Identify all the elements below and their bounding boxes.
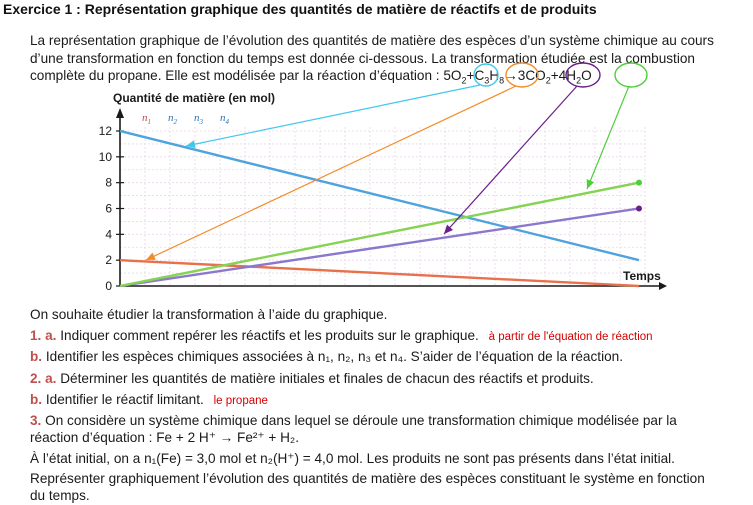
y-tick-label: 2	[105, 253, 112, 268]
coef-h2o: 4	[558, 68, 567, 83]
arrow-h2o	[587, 86, 629, 189]
circle-h2o	[615, 63, 647, 87]
species-c3h8: $C_3H_8$	[474, 68, 505, 86]
arrow-c3h8	[146, 86, 516, 260]
chart-legend	[142, 112, 230, 126]
arrow-co2	[444, 86, 577, 234]
plus-sign: +	[466, 68, 475, 83]
x-axis-arrow	[659, 282, 667, 290]
question-intro: On souhaite étudier la transformation à l’aide du graphique.	[30, 307, 388, 322]
y-tick-label: 0	[105, 279, 112, 293]
coef-o2: 5	[443, 68, 451, 83]
coef-co2: 3	[517, 68, 526, 83]
question-2a-text: Déterminer les quantités de matière initiales et finales de chacun des réactifs et produits.	[60, 371, 594, 386]
intro-line-3-text: complète du propane. Elle est modélisée par la réaction d’équation :	[30, 68, 440, 83]
answer-1a: à partir de l'équation de réaction	[488, 331, 653, 343]
question-1a-text: Indiquer comment repérer les réactifs et les produits sur le graphique.	[60, 328, 479, 343]
circle-c3h8	[506, 63, 538, 87]
legend-label-n4: $n_4$	[220, 112, 229, 126]
y-axis-arrow	[116, 108, 124, 118]
reaction-arrow: →	[504, 68, 518, 83]
question-1b-text: Identifier les espèces chimiques associées à n₁, n₂, n₃ et n₄. S’aider de l’équation de la réaction.	[45, 349, 623, 364]
species-co2: $CO_2$	[525, 68, 551, 86]
question-2b-text: Identifier le réactif limitant.	[45, 392, 204, 407]
circle-o2	[474, 64, 498, 86]
answer-2b: le propane	[213, 395, 268, 407]
question-3-line-3: À l’état initial, on a n₁(Fe) = 3,0 mol et n₂(H⁺) = 4,0 mol. Les produits ne sont pas présents dans l’état initial.	[30, 451, 675, 466]
y-tick-label: 4	[105, 227, 112, 242]
species-h2o: $H_2O$	[566, 68, 592, 86]
question-2b-number: b.	[30, 392, 43, 407]
question-3-number: 3.	[30, 413, 42, 428]
y-tick-label: 10	[98, 149, 112, 164]
series-point-n4-end	[636, 180, 642, 186]
question-3-line-4: Représenter graphiquement l’évolution des quantités de matière des espèces constituant le système en fonction	[30, 471, 705, 486]
y-axis	[99, 108, 124, 293]
y-tick-label: 12	[98, 124, 112, 138]
intro-line-1: La représentation graphique de l’évolution des quantités de matière des espèces d’un système chimique au cours	[30, 33, 714, 48]
y-tick-label: 6	[105, 201, 112, 216]
question-3-line-2: réaction d’équation : Fe + 2 H⁺ → Fe²⁺ + H₂.	[30, 430, 299, 445]
question-2a	[30, 370, 594, 388]
question-3-line-1: On considère un système chimique dans lequel se déroule une transformation chimique modélisée par la	[45, 413, 677, 428]
circle-co2	[566, 63, 600, 87]
legend-label-n2: $n_2$	[168, 112, 177, 126]
series-point-n3-end	[636, 206, 642, 212]
question-1a	[30, 327, 653, 347]
y-axis-label: Quantité de matière (en mol)	[113, 91, 276, 105]
intro-line-2: d’une transformation en fonction du temps est donnée ci-dessous. La transformation étudiée est la combustion	[30, 50, 695, 66]
species-o2: $O_2$	[450, 68, 467, 86]
exercise-title: Exercice 1 : Représentation graphique des quantités de matière de réactifs et de produits	[3, 1, 597, 17]
question-1b	[30, 348, 623, 366]
x-axis-label: Temps	[623, 269, 661, 283]
legend-label-n1: $n_1$	[142, 112, 151, 126]
question-2b	[30, 391, 268, 411]
plus-sign: +	[550, 68, 559, 83]
y-tick-label: 8	[105, 175, 112, 190]
question-3	[30, 412, 677, 430]
question-3-line-5: du temps.	[30, 488, 90, 503]
question-2a-number: 2. a.	[30, 371, 57, 386]
legend-label-n3: $n_3$	[194, 112, 203, 126]
question-1a-number: 1. a.	[30, 328, 57, 343]
question-1b-number: b.	[30, 349, 43, 364]
